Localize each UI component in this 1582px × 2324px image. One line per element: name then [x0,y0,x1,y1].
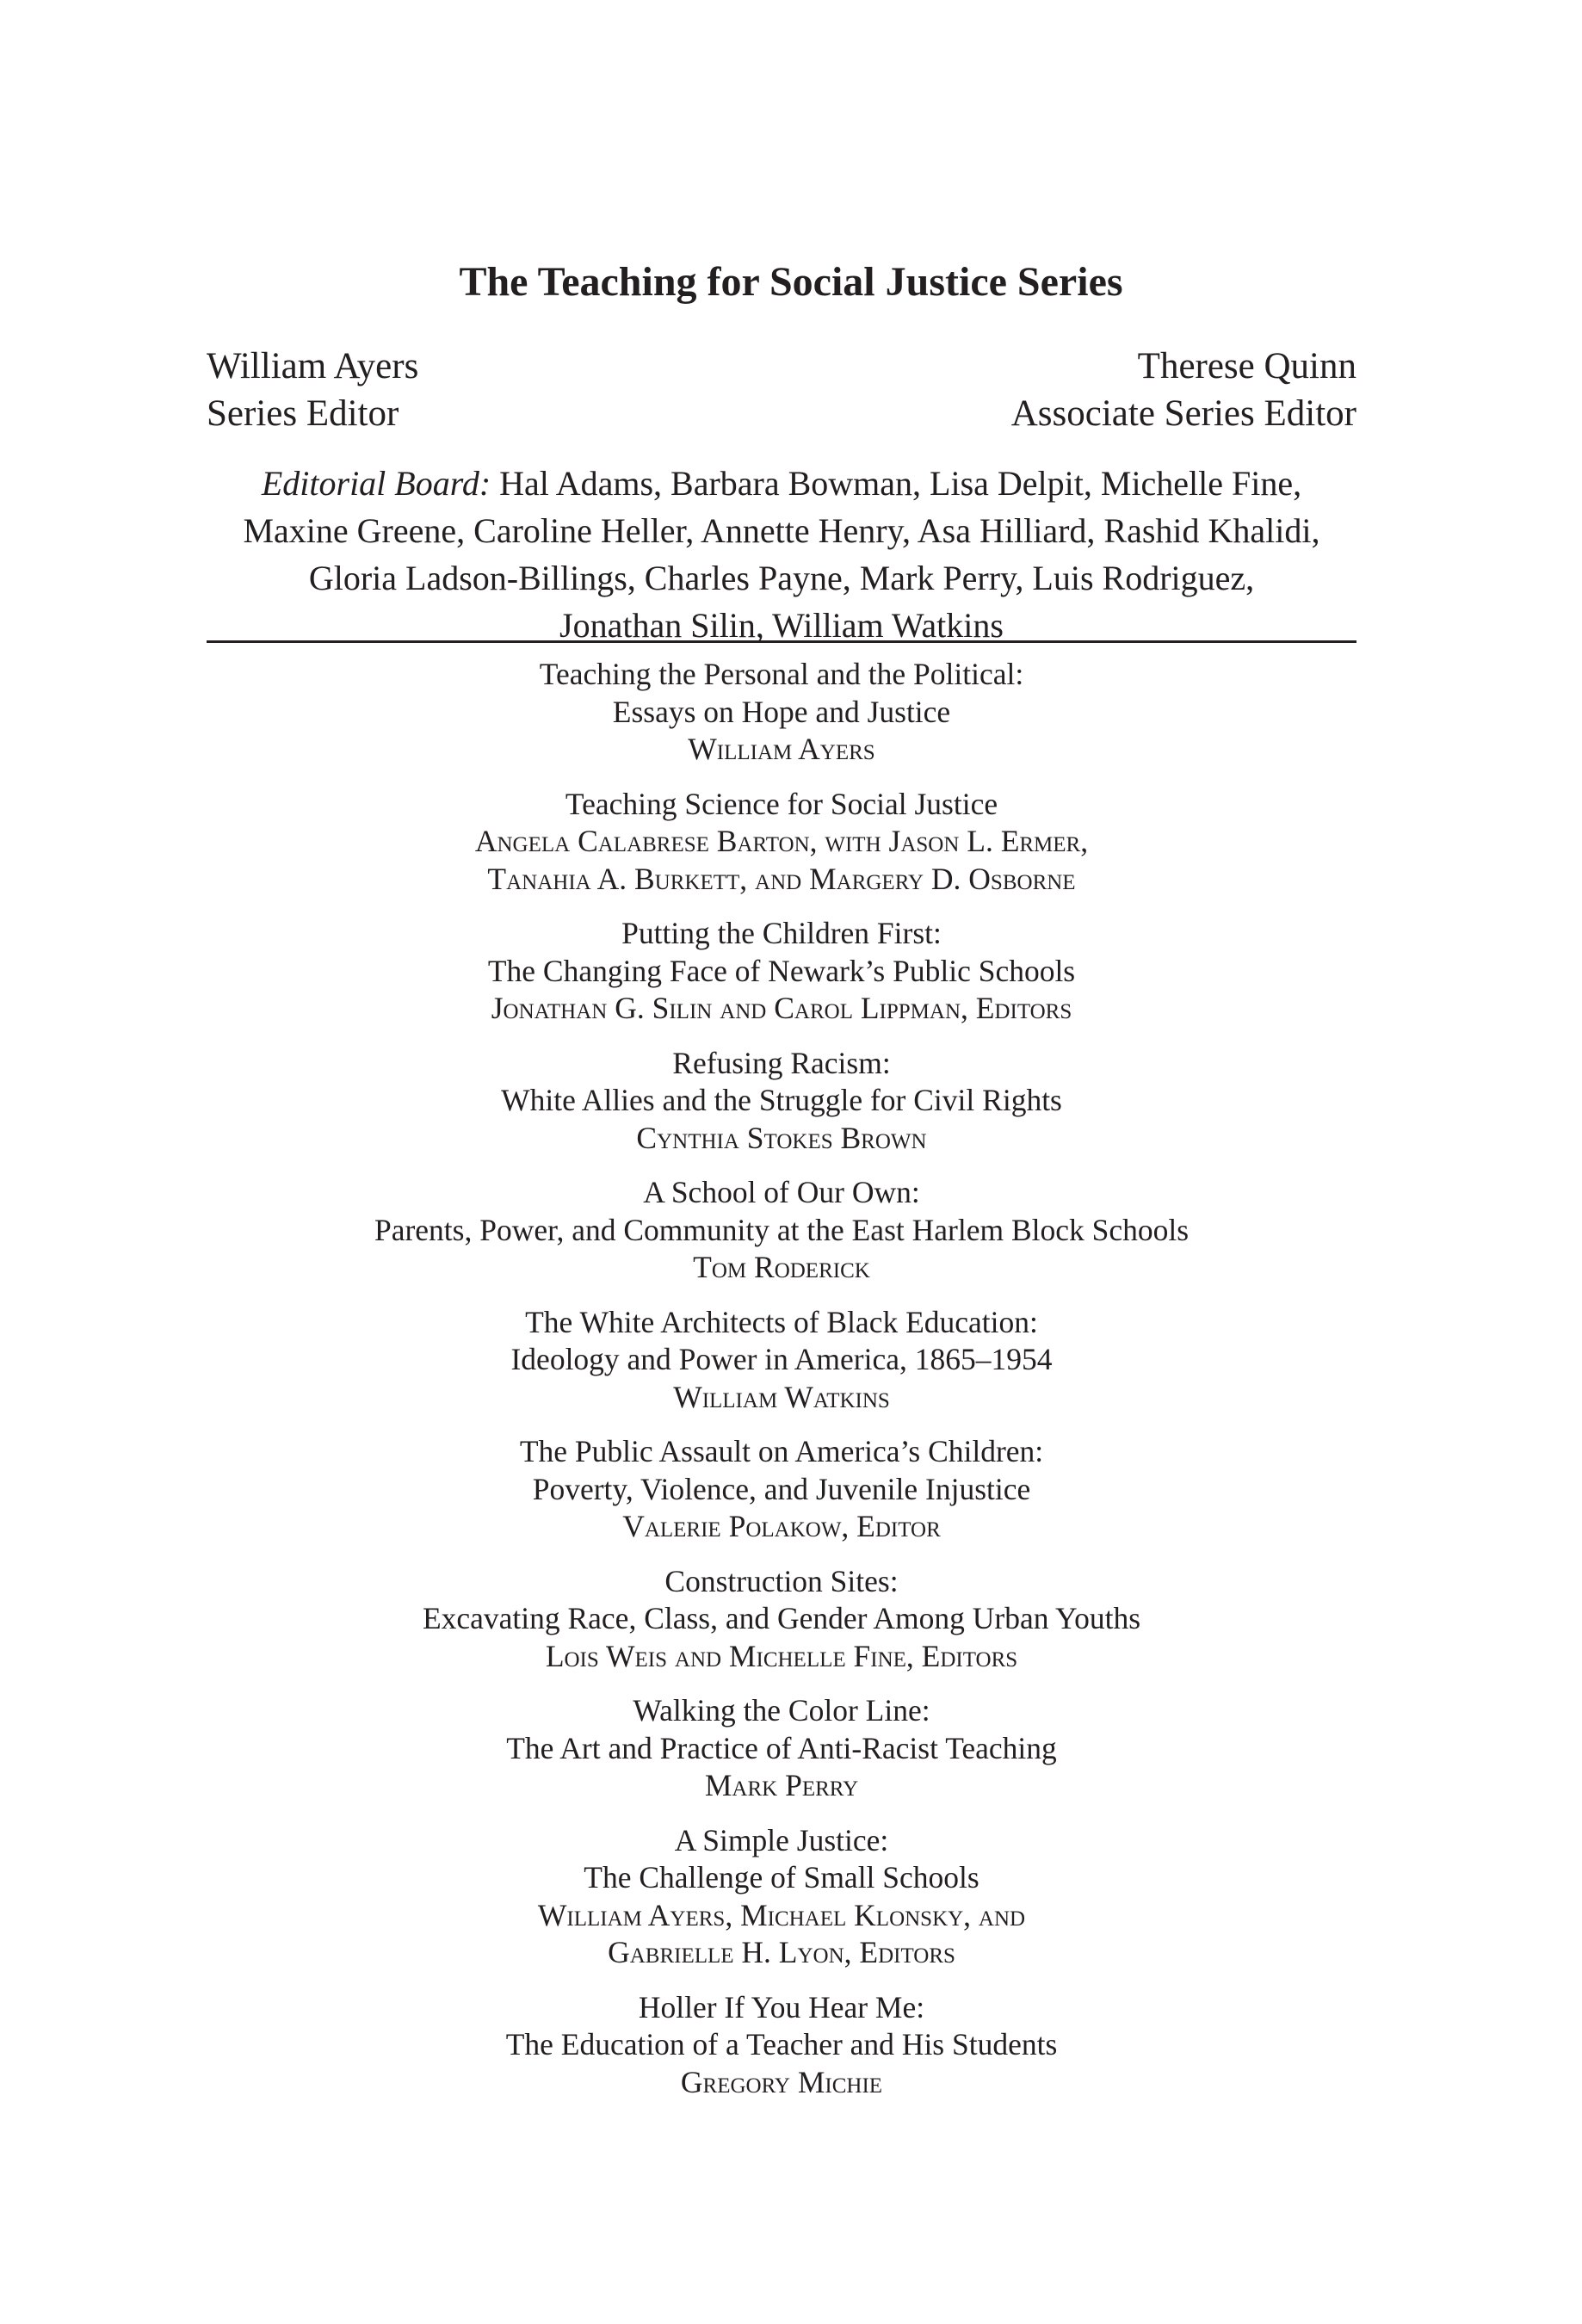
book-author-line: William Watkins [673,1379,890,1414]
book-title-line: Construction Sites: [664,1563,899,1598]
series-editor [207,343,418,437]
associate-series-editor [1011,343,1356,437]
book-entry [207,1174,1356,1287]
book-entry [207,1822,1356,1972]
editorial-board-line [207,460,1356,507]
divider-rule [207,640,1356,643]
book-title-line: Excavating Race, Class, and Gender Among Urban Youths [422,1601,1141,1635]
book-title-line: Teaching the Personal and the Political: [539,657,1024,691]
book-title-line: Ideology and Power in America, 1865–1954 [510,1342,1053,1376]
book-title-line: A Simple Justice: [674,1822,889,1857]
book-entry [207,1563,1356,1676]
book-author-line: Angela Calabrese Barton, with Jason L. Ermer, [474,824,1089,858]
book-title-line: Walking the Color Line: [633,1693,930,1728]
editorial-board-label: Editorial Board: [261,464,491,503]
book-title-line: A School of Our Own: [643,1175,920,1209]
series-editors [207,343,1356,437]
book-entry [207,1989,1356,2102]
book-title-line: White Allies and the Struggle for Civil Rights [501,1083,1062,1117]
book-author-line: William Ayers [688,732,875,766]
book-author-line: Mark Perry [704,1768,859,1802]
book-author-line: Gregory Michie [680,2064,883,2099]
book-title-line: The Changing Face of Newark’s Public Schools [487,953,1076,988]
book-entry [207,1433,1356,1546]
series-editor-name: William Ayers [207,346,419,386]
book-author-line: Tanahia A. Burkett, and Margery D. Osborne [487,861,1076,896]
book-author-line: Valerie Polakow, Editor [622,1509,941,1543]
book-author-line: William Ayers, Michael Klonsky, and [537,1897,1026,1932]
series-editor-role: Series Editor [207,393,399,434]
book-title-line: Parents, Power, and Community at the East Harlem Block Schools [374,1212,1190,1247]
book-title-line: The Public Assault on America’s Children: [519,1434,1044,1468]
book-entry [207,1045,1356,1158]
book-title-line: Refusing Racism: [672,1045,891,1080]
book-title-line: Putting the Children First: [621,916,942,950]
associate-editor-name: Therese Quinn [1137,346,1356,386]
editorial-board-line: Gloria Ladson-Billings, Charles Payne, Mark Perry, Luis Rodriguez, [308,559,1255,597]
editorial-board-line: Maxine Greene, Caroline Heller, Annette Henry, Asa Hilliard, Rashid Khalidi, [243,511,1320,550]
book-title-line: Essays on Hope and Justice [612,694,951,729]
book-entry [207,1304,1356,1417]
editorial-board [207,460,1356,649]
associate-editor-role: Associate Series Editor [1010,393,1356,434]
book-title-line: Poverty, Violence, and Juvenile Injustice [532,1471,1031,1506]
series-title: The Teaching for Social Justice Series [459,259,1123,305]
editorial-board-line: Jonathan Silin, William Watkins [559,606,1004,645]
book-title-line: Holler If You Hear Me: [638,1989,925,2024]
book-title-line: Teaching Science for Social Justice [565,786,998,821]
book-title-line: The Challenge of Small Schools [584,1860,979,1894]
book-title-line: The Art and Practice of Anti-Racist Teaching [506,1730,1057,1765]
book-author-line: Lois Weis and Michelle Fine, Editors [545,1638,1018,1673]
book-entry [207,915,1356,1028]
book-author-line: Cynthia Stokes Brown [636,1120,927,1155]
book-list [207,656,1356,2118]
book-author-line: Tom Roderick [693,1250,870,1284]
book-title-line: The Education of a Teacher and His Students [505,2027,1058,2061]
book-author-line: Gabrielle H. Lyon, Editors [608,1935,955,1969]
book-title-line: The White Architects of Black Education: [525,1304,1038,1339]
book-entry [207,656,1356,769]
book-entry [207,1692,1356,1805]
book-author-line: Jonathan G. Silin and Carol Lippman, Editors [491,991,1072,1025]
editorial-board-members: Hal Adams, Barbara Bowman, Lisa Delpit, Michelle Fine, [491,464,1302,503]
book-entry [207,786,1356,899]
